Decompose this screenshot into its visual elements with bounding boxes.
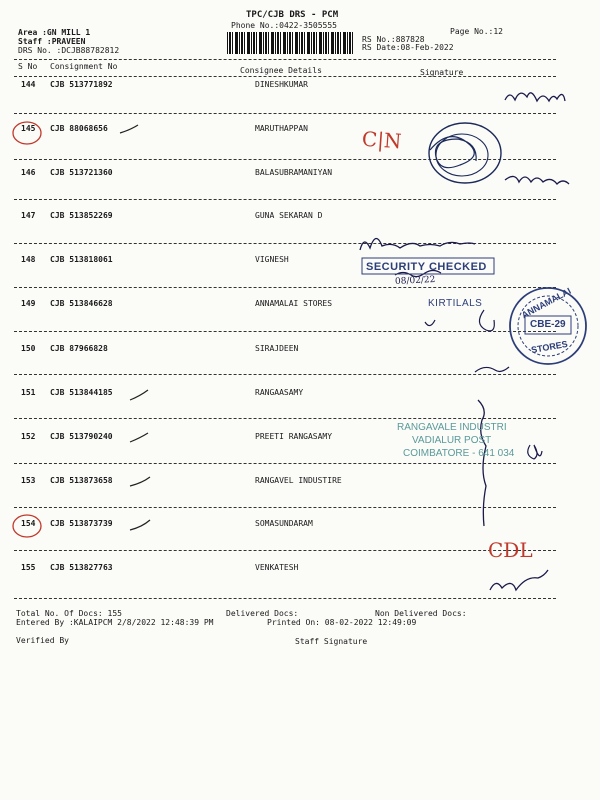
- row-consignee: SIRAJDEEN: [255, 344, 299, 353]
- signature-mark: [479, 310, 494, 331]
- rs-number: RS No.:887828: [362, 35, 425, 44]
- column-header-consignee: Consignee Details: [240, 66, 322, 75]
- security-stamp-text: SECURITY CHECKED: [366, 261, 487, 273]
- row-sno: 153: [21, 476, 36, 485]
- row-consignment: CJB 513873739: [50, 519, 113, 528]
- kirtilals-stamp-text: KIRTILALS: [428, 298, 483, 309]
- divider: [14, 243, 556, 244]
- table-row: [0, 80, 600, 94]
- row-sno: 154: [21, 519, 36, 528]
- row-sno: 147: [21, 211, 36, 220]
- signature-mark: [475, 367, 509, 372]
- row-sno: 152: [21, 432, 36, 441]
- page-number: Page No.:12: [450, 27, 503, 36]
- divider: [14, 59, 556, 60]
- row-consignment: CJB 513790240: [50, 432, 113, 441]
- annamalai-stamp-code: CBE-29: [530, 319, 566, 330]
- table-row: [0, 476, 600, 490]
- row-consignment: CJB 513827763: [50, 563, 113, 572]
- handwritten-cdl: CDL: [488, 538, 533, 562]
- row-sno: 144: [21, 80, 36, 89]
- rangavale-stamp-line2: VADIALUR POST: [412, 435, 492, 446]
- divider: [14, 199, 556, 200]
- divider: [14, 374, 556, 375]
- divider: [14, 287, 556, 288]
- row-sno: 145: [21, 124, 36, 133]
- delivered-docs: Delivered Docs:: [226, 609, 299, 618]
- total-docs: Total No. Of Docs: 155: [16, 609, 122, 618]
- report-title: TPC/CJB DRS - PCM: [246, 10, 339, 20]
- row-consignment: CJB 513852269: [50, 211, 113, 220]
- row-consignee: VIGNESH: [255, 255, 289, 264]
- area-label: Area :GN MILL 1: [18, 28, 91, 37]
- column-header-sno: S No: [18, 62, 38, 71]
- row-consignment: CJB 513721360: [50, 168, 113, 177]
- drs-number: DRS No. :DCJB88782812: [18, 46, 120, 55]
- printed-on: Printed On: 08-02-2022 12:49:09: [267, 618, 417, 627]
- row-consignment: CJB 513846628: [50, 299, 113, 308]
- row-consignee: RANGAVEL INDUSTIRE: [255, 476, 342, 485]
- divider: [14, 331, 556, 332]
- signature-mark: [505, 93, 565, 101]
- row-consignment: CJB 513771892: [50, 80, 113, 89]
- signature-mark: [528, 445, 542, 459]
- annamalai-stamp-bottom: STORES: [530, 338, 569, 356]
- row-sno: 146: [21, 168, 36, 177]
- table-row: [0, 388, 600, 402]
- security-stamp-date: 08/02/22: [394, 274, 436, 288]
- row-sno: 148: [21, 255, 36, 264]
- row-consignee: VENKATESH: [255, 563, 299, 572]
- table-row: [0, 344, 600, 358]
- table-row: [0, 432, 600, 446]
- column-header-consignment: Consignment No: [50, 62, 118, 71]
- row-consignment: CJB 513818061: [50, 255, 113, 264]
- table-row: [0, 563, 600, 577]
- verified-by: Verified By: [16, 636, 69, 645]
- table-row: [0, 299, 600, 313]
- divider: [14, 507, 556, 508]
- rs-date: RS Date:08-Feb-2022: [362, 43, 454, 52]
- column-header-signature: Signature: [420, 68, 464, 77]
- divider: [14, 598, 556, 599]
- phone-number: Phone No.:0422-3505555: [231, 21, 337, 30]
- divider: [14, 550, 556, 551]
- row-sno: 151: [21, 388, 36, 397]
- non-delivered-docs: Non Delivered Docs:: [375, 609, 467, 618]
- staff-label: Staff :PRAVEEN: [18, 37, 86, 46]
- row-consignee: GUNA SEKARAN D: [255, 211, 323, 220]
- row-consignee: RANGAASAMY: [255, 388, 304, 397]
- row-consignment: CJB 87966828: [50, 344, 108, 353]
- table-row: [0, 255, 600, 269]
- row-consignee: MARUTHAPPAN: [255, 124, 308, 133]
- row-consignee: SOMASUNDARAM: [255, 519, 313, 528]
- table-row: [0, 519, 600, 533]
- row-sno: 155: [21, 563, 36, 572]
- row-consignment: CJB 513844185: [50, 388, 113, 397]
- table-row: [0, 168, 600, 182]
- signature-mark: [425, 320, 435, 326]
- divider: [14, 159, 556, 160]
- divider: [14, 418, 556, 419]
- scribble-mark: [430, 137, 476, 168]
- row-sno: 149: [21, 299, 36, 308]
- row-consignment: CJB 88068656: [50, 124, 108, 133]
- table-row: [0, 124, 600, 138]
- rangavale-stamp-line3: COIMBATORE - 641 034: [403, 448, 515, 459]
- divider: [14, 113, 556, 114]
- row-consignee: DINESHKUMAR: [255, 80, 308, 89]
- row-consignment: CJB 513873658: [50, 476, 113, 485]
- row-sno: 150: [21, 344, 36, 353]
- row-consignee: ANNAMALAI STORES: [255, 299, 333, 308]
- table-row: [0, 211, 600, 225]
- row-consignee: PREETI RANGASAMY: [255, 432, 333, 441]
- rangavale-stamp-line1: RANGAVALE INDUSTRI: [397, 422, 507, 433]
- divider: [14, 463, 556, 464]
- staff-signature-label: Staff Signature: [295, 637, 368, 646]
- signature-mark: [360, 238, 475, 250]
- handwritten-cin: C|N: [361, 126, 403, 154]
- barcode-image: [227, 32, 353, 54]
- entered-by: Entered By :KALAIPCM 2/8/2022 12:48:39 PM: [16, 618, 214, 627]
- divider: [14, 76, 556, 77]
- row-consignee: BALASUBRAMANIYAN: [255, 168, 333, 177]
- annamalai-stamp-text: ANNAMALAI: [519, 285, 573, 321]
